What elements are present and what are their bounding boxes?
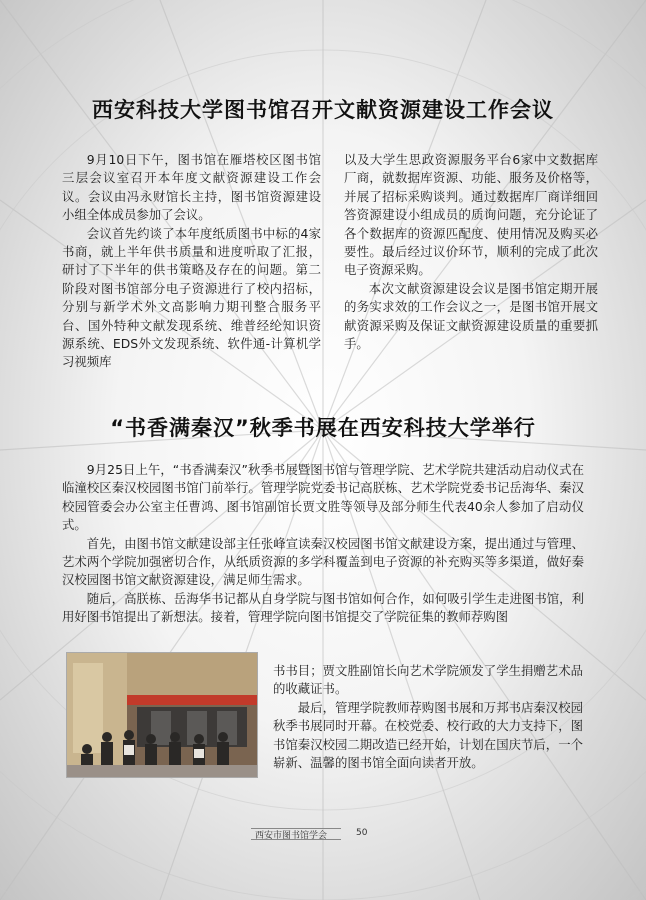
article-2-title: “书香满秦汉”秋季书展在西安科技大学举行 (110, 416, 536, 440)
article-2-body-right-of-photo (273, 662, 583, 772)
article-2-paragraph: 9月25日上午，“书香满秦汉”秋季书展暨图书馆与管理学院、艺术学院共建活动启动仪式在临潼校区秦汉校园图书馆门前举行。管理学院党委书记高朕栋、艺术学院党委书记岳海华、秦汉校园管委会办公室主任曹鸿、图书馆副馆长贾文胜等领导及部分师生代表40余人参加了启动仪式。 (62, 462, 584, 533)
article-1-paragraph: 会议首先约谈了本年度纸质图书中标的4家书商，就上半年供书质量和进度听取了汇报，研讨了下半年的供书策略及存在的问题。第二阶段对图书馆部分电子资源进行了校内招标，分别与新学术外文高影响力期刊整合服务平台、国外特种文献发现系统、维普经纶知识资源系统、EDS外文发现系统、软件通-计算机学习视频库 (62, 225, 321, 370)
article-2-body (62, 461, 584, 627)
article-1-paragraph: 以及大学生思政资源服务平台6家中文数据库厂商，就数据库资源、功能、服务及价格等，并展了招标采购谈判。通过数据库厂商详细回答资源建设小组成员的质询问题，充分论证了各个数据库的资源匹配度、使用情况及购买必要性。最后经过议价环节，顺利的完成了此次电子资源采购。 (344, 152, 598, 278)
article-2-paragraph: 随后，高朕栋、岳海华书记都从自身学院与图书馆如何合作，如何吸引学生走进图书馆，利用好图书馆提出了新想法。接着，管理学院向图书馆提交了学院征集的教师荐购图 (62, 590, 584, 625)
page-footer (251, 828, 401, 840)
article-1-right-column (344, 151, 598, 353)
article-1-left-column (62, 151, 321, 372)
article-2-paragraph: 首先，由图书馆文献建设部主任张峰宣读秦汉校园图书馆文献建设方案，提出通过与管理、艺术两个学院加强密切合作，从纸质资源的多学科覆盖到电子资源的补充购买等多渠道，做好秦汉校园图书馆文献资源建设，满足师生需求。 (62, 535, 584, 588)
article-1-paragraph: 本次文献资源建设会议是图书馆定期开展的务实求效的工作会议之一，是图书馆开展文献资源采购及保证文献资源建设质量的重要抓手。 (344, 280, 598, 352)
article-1-paragraph: 9月10日下午，图书馆在雁塔校区图书馆三层会议室召开本年度文献资源建设工作会议。会议由冯永财馆长主持，图书馆资源建设小组全体成员参加了会议。 (62, 152, 321, 223)
page-number: 50 (356, 828, 368, 838)
footer-label: 西安市图书馆学会 (255, 831, 328, 841)
book-fair-crowd-photo-icon (67, 653, 257, 777)
article-2-paragraph: 书书目；贾文胜副馆长向艺术学院颁发了学生捐赠艺术品的收藏证书。 (273, 663, 583, 697)
event-photo (66, 652, 258, 778)
article-2-paragraph: 最后，管理学院教师荐购图书展和万邦书店秦汉校园秋季书展同时开幕。在校党委、校行政的大力支持下，图书馆秦汉校园二期改造已经开始，计划在国庆节后，一个崭新、温馨的图书馆全面向读者开放。 (273, 699, 583, 771)
article-1-title: 西安科技大学图书馆召开文献资源建设工作会议 (92, 98, 554, 122)
